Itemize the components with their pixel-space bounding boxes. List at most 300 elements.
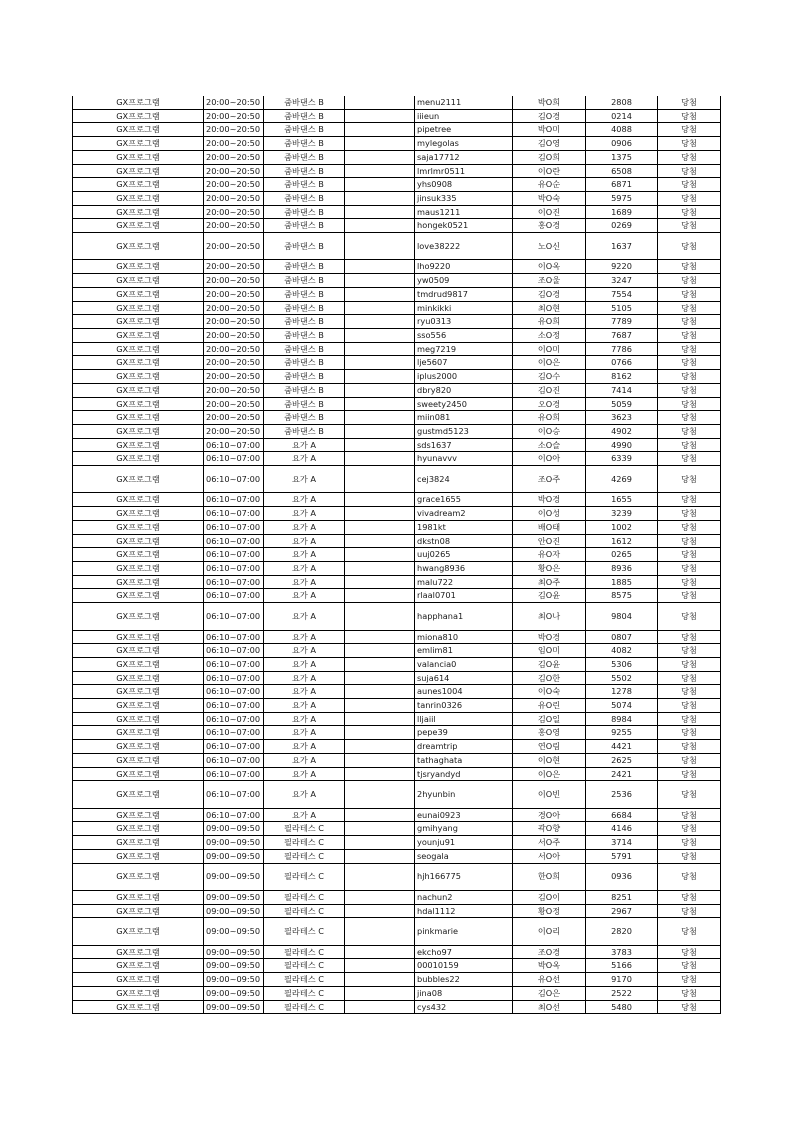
member-name-cell: 이O진 xyxy=(513,205,586,219)
blank-cell xyxy=(345,671,415,685)
user-id-cell: eunai0923 xyxy=(415,808,513,822)
time-cell: 09:00~09:50 xyxy=(204,918,264,945)
program-cell: GX프로그램 xyxy=(73,548,204,562)
time-cell: 06:10~07:00 xyxy=(204,493,264,507)
program-cell: GX프로그램 xyxy=(73,808,204,822)
table-row xyxy=(73,575,721,589)
time-cell: 06:10~07:00 xyxy=(204,781,264,808)
table-row xyxy=(73,260,721,274)
blank-cell xyxy=(345,561,415,575)
class-cell: 줌바댄스 B xyxy=(264,411,345,425)
result-cell: 당첨 xyxy=(658,150,721,164)
table-row xyxy=(73,973,721,987)
program-cell: GX프로그램 xyxy=(73,438,204,452)
table-row xyxy=(73,767,721,781)
class-cell: 줌바댄스 B xyxy=(264,397,345,411)
program-cell: GX프로그램 xyxy=(73,836,204,850)
program-cell: GX프로그램 xyxy=(73,712,204,726)
time-cell: 20:00~20:50 xyxy=(204,123,264,137)
user-id-cell: maus1211 xyxy=(415,205,513,219)
program-cell: GX프로그램 xyxy=(73,986,204,1000)
blank-cell xyxy=(345,808,415,822)
user-id-cell: happhana1 xyxy=(415,603,513,630)
class-cell: 요가 A xyxy=(264,493,345,507)
member-name-cell: 서O아 xyxy=(513,849,586,863)
code-cell: 0269 xyxy=(586,219,658,233)
blank-cell xyxy=(345,589,415,603)
table-row xyxy=(73,96,721,109)
blank-cell xyxy=(345,685,415,699)
program-cell: GX프로그램 xyxy=(73,753,204,767)
result-cell: 당첨 xyxy=(658,959,721,973)
table-row xyxy=(73,685,721,699)
blank-cell xyxy=(345,507,415,521)
table-row xyxy=(73,356,721,370)
code-cell: 6871 xyxy=(586,178,658,192)
member-name-cell: 조O경 xyxy=(513,945,586,959)
member-name-cell: 박O옥 xyxy=(513,959,586,973)
result-cell: 당첨 xyxy=(658,657,721,671)
table-row xyxy=(73,561,721,575)
code-cell: 8251 xyxy=(586,890,658,904)
user-id-cell: tathaghata xyxy=(415,753,513,767)
code-cell: 0766 xyxy=(586,356,658,370)
result-cell: 당첨 xyxy=(658,274,721,288)
blank-cell xyxy=(345,973,415,987)
blank-cell xyxy=(345,137,415,151)
result-cell: 당첨 xyxy=(658,123,721,137)
table-row xyxy=(73,328,721,342)
result-cell: 당첨 xyxy=(658,287,721,301)
class-cell: 필라테스 C xyxy=(264,945,345,959)
program-cell: GX프로그램 xyxy=(73,822,204,836)
member-name-cell: 유O희 xyxy=(513,411,586,425)
member-name-cell: 김O일 xyxy=(513,712,586,726)
table-row xyxy=(73,548,721,562)
time-cell: 20:00~20:50 xyxy=(204,109,264,123)
time-cell: 09:00~09:50 xyxy=(204,863,264,890)
table-row xyxy=(73,671,721,685)
blank-cell xyxy=(345,301,415,315)
class-cell: 줌바댄스 B xyxy=(264,328,345,342)
user-id-cell: 1981kt xyxy=(415,520,513,534)
member-name-cell: 김O영 xyxy=(513,137,586,151)
blank-cell xyxy=(345,356,415,370)
member-name-cell: 유O선 xyxy=(513,973,586,987)
user-id-cell: hyunavvv xyxy=(415,452,513,466)
user-id-cell: dreamtrip xyxy=(415,740,513,754)
time-cell: 09:00~09:50 xyxy=(204,836,264,850)
user-id-cell: younju91 xyxy=(415,836,513,850)
member-name-cell: 경O아 xyxy=(513,808,586,822)
program-cell: GX프로그램 xyxy=(73,945,204,959)
member-name-cell: 이O현 xyxy=(513,753,586,767)
class-cell: 필라테스 C xyxy=(264,904,345,918)
result-cell: 당첨 xyxy=(658,671,721,685)
time-cell: 09:00~09:50 xyxy=(204,945,264,959)
table-row xyxy=(73,191,721,205)
time-cell: 06:10~07:00 xyxy=(204,466,264,493)
code-cell: 7414 xyxy=(586,383,658,397)
blank-cell xyxy=(345,287,415,301)
table-row xyxy=(73,164,721,178)
blank-cell xyxy=(345,342,415,356)
result-cell: 당첨 xyxy=(658,918,721,945)
time-cell: 06:10~07:00 xyxy=(204,438,264,452)
program-cell: GX프로그램 xyxy=(73,109,204,123)
time-cell: 20:00~20:50 xyxy=(204,164,264,178)
class-cell: 줌바댄스 B xyxy=(264,178,345,192)
code-cell: 4146 xyxy=(586,822,658,836)
blank-cell xyxy=(345,657,415,671)
program-cell: GX프로그램 xyxy=(73,1000,204,1014)
time-cell: 09:00~09:50 xyxy=(204,849,264,863)
blank-cell xyxy=(345,781,415,808)
time-cell: 06:10~07:00 xyxy=(204,561,264,575)
class-cell: 필라테스 C xyxy=(264,986,345,1000)
time-cell: 20:00~20:50 xyxy=(204,301,264,315)
result-cell: 당첨 xyxy=(658,1000,721,1014)
class-cell: 필라테스 C xyxy=(264,849,345,863)
code-cell: 5074 xyxy=(586,699,658,713)
program-cell: GX프로그램 xyxy=(73,356,204,370)
blank-cell xyxy=(345,466,415,493)
code-cell: 3623 xyxy=(586,411,658,425)
code-cell: 8984 xyxy=(586,712,658,726)
program-cell: GX프로그램 xyxy=(73,575,204,589)
result-cell: 당첨 xyxy=(658,466,721,493)
blank-cell xyxy=(345,520,415,534)
program-cell: GX프로그램 xyxy=(73,287,204,301)
result-cell: 당첨 xyxy=(658,986,721,1000)
result-cell: 당첨 xyxy=(658,233,721,260)
member-name-cell: 유O린 xyxy=(513,699,586,713)
program-cell: GX프로그램 xyxy=(73,685,204,699)
member-name-cell: 안O진 xyxy=(513,534,586,548)
blank-cell xyxy=(345,424,415,438)
code-cell: 5059 xyxy=(586,397,658,411)
code-cell: 3714 xyxy=(586,836,658,850)
time-cell: 06:10~07:00 xyxy=(204,534,264,548)
time-cell: 20:00~20:50 xyxy=(204,411,264,425)
code-cell: 2421 xyxy=(586,767,658,781)
table-row xyxy=(73,534,721,548)
program-cell: GX프로그램 xyxy=(73,219,204,233)
time-cell: 06:10~07:00 xyxy=(204,630,264,644)
blank-cell xyxy=(345,767,415,781)
user-id-cell: pepe39 xyxy=(415,726,513,740)
class-cell: 요가 A xyxy=(264,466,345,493)
result-cell: 당첨 xyxy=(658,219,721,233)
member-name-cell: 최O주 xyxy=(513,575,586,589)
time-cell: 20:00~20:50 xyxy=(204,342,264,356)
code-cell: 1637 xyxy=(586,233,658,260)
time-cell: 20:00~20:50 xyxy=(204,383,264,397)
code-cell: 3239 xyxy=(586,507,658,521)
code-cell: 2625 xyxy=(586,753,658,767)
user-id-cell: sds1637 xyxy=(415,438,513,452)
code-cell: 4088 xyxy=(586,123,658,137)
program-cell: GX프로그램 xyxy=(73,561,204,575)
table-row xyxy=(73,589,721,603)
member-name-cell: 김O윤 xyxy=(513,657,586,671)
member-name-cell: 이O성 xyxy=(513,507,586,521)
program-cell: GX프로그램 xyxy=(73,493,204,507)
program-cell: GX프로그램 xyxy=(73,466,204,493)
code-cell: 4421 xyxy=(586,740,658,754)
class-cell: 필라테스 C xyxy=(264,863,345,890)
result-cell: 당첨 xyxy=(658,493,721,507)
class-cell: 줌바댄스 B xyxy=(264,315,345,329)
result-cell: 당첨 xyxy=(658,137,721,151)
table-row xyxy=(73,808,721,822)
user-id-cell: iplus2000 xyxy=(415,370,513,384)
table-row xyxy=(73,205,721,219)
program-cell: GX프로그램 xyxy=(73,644,204,658)
class-cell: 요가 A xyxy=(264,671,345,685)
member-name-cell: 서O주 xyxy=(513,836,586,850)
code-cell: 1612 xyxy=(586,534,658,548)
blank-cell xyxy=(345,534,415,548)
table-row xyxy=(73,918,721,945)
code-cell: 5166 xyxy=(586,959,658,973)
class-cell: 요가 A xyxy=(264,589,345,603)
time-cell: 20:00~20:50 xyxy=(204,96,264,109)
time-cell: 20:00~20:50 xyxy=(204,287,264,301)
code-cell: 3783 xyxy=(586,945,658,959)
table-row xyxy=(73,424,721,438)
code-cell: 4990 xyxy=(586,438,658,452)
blank-cell xyxy=(345,822,415,836)
class-cell: 줌바댄스 B xyxy=(264,205,345,219)
blank-cell xyxy=(345,150,415,164)
user-id-cell: hongek0521 xyxy=(415,219,513,233)
winners-table xyxy=(72,96,721,1014)
result-cell: 당첨 xyxy=(658,328,721,342)
blank-cell xyxy=(345,452,415,466)
user-id-cell: iiieun xyxy=(415,109,513,123)
code-cell: 0906 xyxy=(586,137,658,151)
code-cell: 8575 xyxy=(586,589,658,603)
program-cell: GX프로그램 xyxy=(73,973,204,987)
user-id-cell: lho9220 xyxy=(415,260,513,274)
user-id-cell: nachun2 xyxy=(415,890,513,904)
class-cell: 요가 A xyxy=(264,507,345,521)
member-name-cell: 이O승 xyxy=(513,424,586,438)
program-cell: GX프로그램 xyxy=(73,657,204,671)
result-cell: 당첨 xyxy=(658,342,721,356)
table-row xyxy=(73,630,721,644)
blank-cell xyxy=(345,438,415,452)
member-name-cell: 홍O영 xyxy=(513,726,586,740)
table-row xyxy=(73,699,721,713)
user-id-cell: minkikki xyxy=(415,301,513,315)
blank-cell xyxy=(345,699,415,713)
program-cell: GX프로그램 xyxy=(73,849,204,863)
class-cell: 요가 A xyxy=(264,603,345,630)
member-name-cell: 최O나 xyxy=(513,603,586,630)
result-cell: 당첨 xyxy=(658,849,721,863)
table-row xyxy=(73,507,721,521)
program-cell: GX프로그램 xyxy=(73,397,204,411)
blank-cell xyxy=(345,726,415,740)
program-cell: GX프로그램 xyxy=(73,150,204,164)
time-cell: 20:00~20:50 xyxy=(204,328,264,342)
result-cell: 당첨 xyxy=(658,438,721,452)
table-row xyxy=(73,726,721,740)
program-cell: GX프로그램 xyxy=(73,740,204,754)
table-row xyxy=(73,438,721,452)
code-cell: 5306 xyxy=(586,657,658,671)
result-cell: 당첨 xyxy=(658,589,721,603)
member-name-cell: 조O울 xyxy=(513,274,586,288)
program-cell: GX프로그램 xyxy=(73,507,204,521)
time-cell: 06:10~07:00 xyxy=(204,712,264,726)
code-cell: 7554 xyxy=(586,287,658,301)
class-cell: 줌바댄스 B xyxy=(264,287,345,301)
blank-cell xyxy=(345,109,415,123)
table-row xyxy=(73,753,721,767)
time-cell: 20:00~20:50 xyxy=(204,260,264,274)
user-id-cell: mylegolas xyxy=(415,137,513,151)
code-cell: 1885 xyxy=(586,575,658,589)
code-cell: 7687 xyxy=(586,328,658,342)
table-row xyxy=(73,520,721,534)
user-id-cell: malu722 xyxy=(415,575,513,589)
program-cell: GX프로그램 xyxy=(73,781,204,808)
result-cell: 당첨 xyxy=(658,822,721,836)
member-name-cell: 최O선 xyxy=(513,1000,586,1014)
blank-cell xyxy=(345,411,415,425)
result-cell: 당첨 xyxy=(658,781,721,808)
result-cell: 당첨 xyxy=(658,260,721,274)
class-cell: 줌바댄스 B xyxy=(264,123,345,137)
result-cell: 당첨 xyxy=(658,808,721,822)
blank-cell xyxy=(345,383,415,397)
user-id-cell: 2hyunbin xyxy=(415,781,513,808)
user-id-cell: jinsuk335 xyxy=(415,191,513,205)
result-cell: 당첨 xyxy=(658,315,721,329)
member-name-cell: 이O은 xyxy=(513,356,586,370)
user-id-cell: lje5607 xyxy=(415,356,513,370)
class-cell: 줌바댄스 B xyxy=(264,274,345,288)
user-id-cell: seogala xyxy=(415,849,513,863)
program-cell: GX프로그램 xyxy=(73,205,204,219)
member-name-cell: 유O희 xyxy=(513,315,586,329)
table-row xyxy=(73,849,721,863)
user-id-cell: valancia0 xyxy=(415,657,513,671)
code-cell: 5975 xyxy=(586,191,658,205)
user-id-cell: tjsryandyd xyxy=(415,767,513,781)
result-cell: 당첨 xyxy=(658,630,721,644)
user-id-cell: tanrin0326 xyxy=(415,699,513,713)
blank-cell xyxy=(345,164,415,178)
program-cell: GX프로그램 xyxy=(73,328,204,342)
user-id-cell: jina08 xyxy=(415,986,513,1000)
result-cell: 당첨 xyxy=(658,383,721,397)
blank-cell xyxy=(345,740,415,754)
blank-cell xyxy=(345,753,415,767)
time-cell: 20:00~20:50 xyxy=(204,137,264,151)
class-cell: 요가 A xyxy=(264,575,345,589)
program-cell: GX프로그램 xyxy=(73,274,204,288)
member-name-cell: 이O빈 xyxy=(513,781,586,808)
class-cell: 요가 A xyxy=(264,740,345,754)
blank-cell xyxy=(345,123,415,137)
result-cell: 당첨 xyxy=(658,164,721,178)
class-cell: 줌바댄스 B xyxy=(264,260,345,274)
user-id-cell: yhs0908 xyxy=(415,178,513,192)
class-cell: 요가 A xyxy=(264,644,345,658)
user-id-cell: hdal1112 xyxy=(415,904,513,918)
class-cell: 요가 A xyxy=(264,685,345,699)
class-cell: 줌바댄스 B xyxy=(264,233,345,260)
result-cell: 당첨 xyxy=(658,603,721,630)
program-cell: GX프로그램 xyxy=(73,233,204,260)
time-cell: 06:10~07:00 xyxy=(204,644,264,658)
program-cell: GX프로그램 xyxy=(73,452,204,466)
result-cell: 당첨 xyxy=(658,548,721,562)
member-name-cell: 박O숙 xyxy=(513,191,586,205)
user-id-cell: meg7219 xyxy=(415,342,513,356)
code-cell: 8936 xyxy=(586,561,658,575)
code-cell: 0214 xyxy=(586,109,658,123)
program-cell: GX프로그램 xyxy=(73,589,204,603)
member-name-cell: 박O경 xyxy=(513,630,586,644)
time-cell: 20:00~20:50 xyxy=(204,178,264,192)
table-row xyxy=(73,137,721,151)
code-cell: 2536 xyxy=(586,781,658,808)
user-id-cell: lljaiil xyxy=(415,712,513,726)
blank-cell xyxy=(345,219,415,233)
member-name-cell: 김O이 xyxy=(513,890,586,904)
time-cell: 06:10~07:00 xyxy=(204,575,264,589)
code-cell: 1655 xyxy=(586,493,658,507)
code-cell: 5791 xyxy=(586,849,658,863)
table-row xyxy=(73,657,721,671)
program-cell: GX프로그램 xyxy=(73,726,204,740)
blank-cell xyxy=(345,328,415,342)
result-cell: 당첨 xyxy=(658,96,721,109)
table-row xyxy=(73,370,721,384)
table-row xyxy=(73,1000,721,1014)
program-cell: GX프로그램 xyxy=(73,301,204,315)
member-name-cell: 소O정 xyxy=(513,328,586,342)
blank-cell xyxy=(345,178,415,192)
program-cell: GX프로그램 xyxy=(73,191,204,205)
time-cell: 06:10~07:00 xyxy=(204,726,264,740)
result-cell: 당첨 xyxy=(658,191,721,205)
table-row xyxy=(73,342,721,356)
time-cell: 09:00~09:50 xyxy=(204,1000,264,1014)
time-cell: 09:00~09:50 xyxy=(204,822,264,836)
result-cell: 당첨 xyxy=(658,726,721,740)
blank-cell xyxy=(345,397,415,411)
user-id-cell: 00010159 xyxy=(415,959,513,973)
user-id-cell: rlaal0701 xyxy=(415,589,513,603)
program-cell: GX프로그램 xyxy=(73,315,204,329)
time-cell: 06:10~07:00 xyxy=(204,507,264,521)
table-body xyxy=(73,96,721,1014)
time-cell: 06:10~07:00 xyxy=(204,657,264,671)
member-name-cell: 김O한 xyxy=(513,671,586,685)
program-cell: GX프로그램 xyxy=(73,383,204,397)
class-cell: 요가 A xyxy=(264,699,345,713)
program-cell: GX프로그램 xyxy=(73,411,204,425)
blank-cell xyxy=(345,233,415,260)
member-name-cell: 홍O경 xyxy=(513,219,586,233)
class-cell: 요가 A xyxy=(264,520,345,534)
